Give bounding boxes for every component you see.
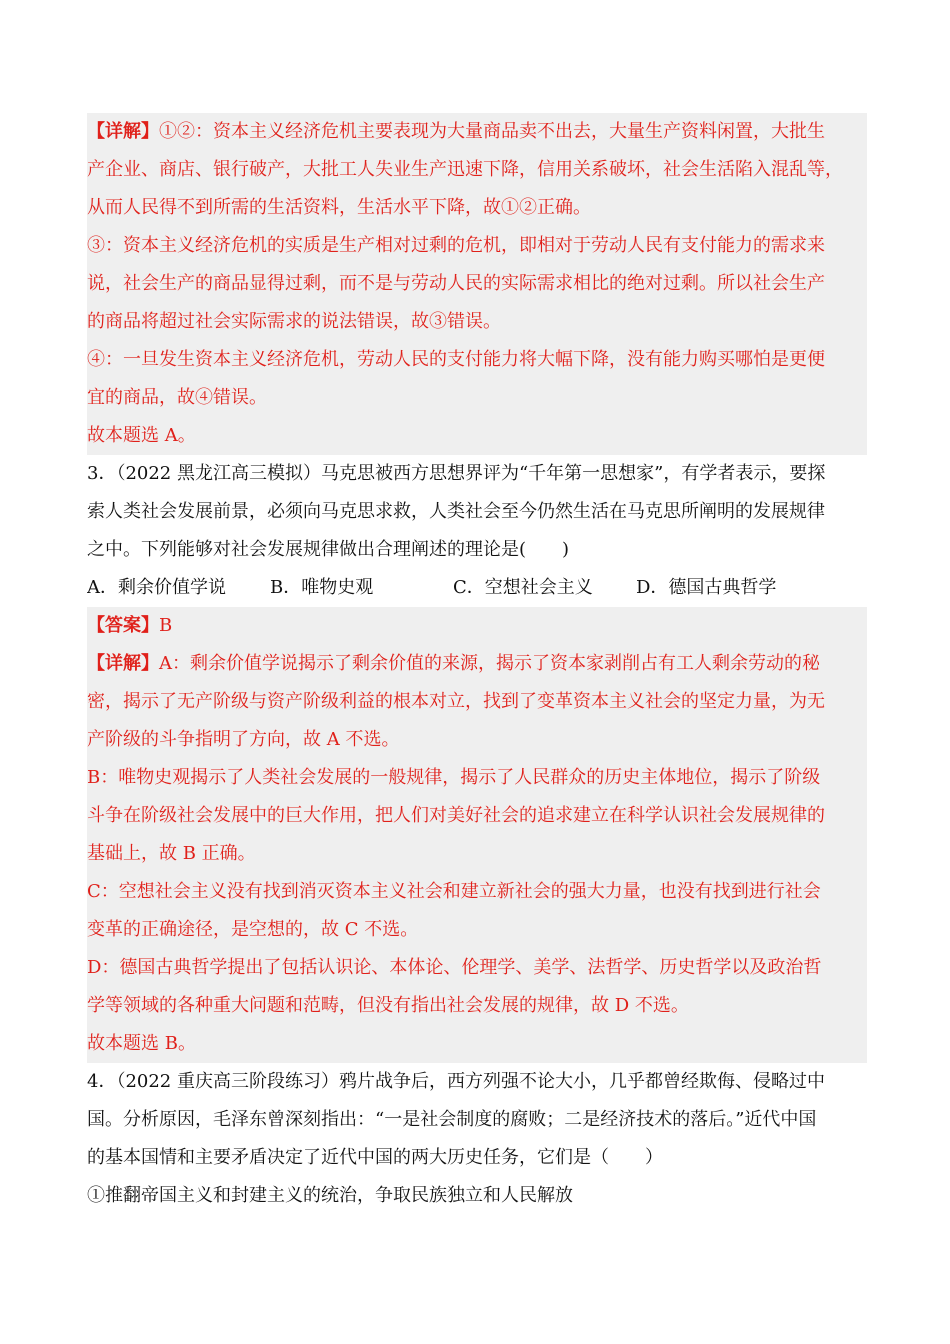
explanation-line: C：空想社会主义没有找到消灭资本主义社会和建立新社会的强大力量，也没有找到进行社会 (87, 881, 821, 902)
explanation-line: 产阶级的斗争指明了方向，故 A 不选。 (87, 729, 400, 750)
explanation-line: 宜的商品，故④错误。 (87, 387, 267, 408)
explanation-line (87, 113, 867, 151)
page-content (87, 113, 867, 1215)
detail-tag: 【详解】 (87, 121, 159, 142)
conclusion-line: 故本题选 A。 (87, 425, 196, 446)
question-item: ①推翻帝国主义和封建主义的统治，争取民族独立和人民解放 (87, 1185, 573, 1206)
explanation-line: 的商品将超过社会实际需求的说法错误，故③错误。 (87, 311, 501, 332)
answer-value: B (159, 615, 173, 636)
answer-line (87, 607, 867, 645)
option-c: C．空想社会主义 (453, 577, 593, 598)
explanation-text: ①②：资本主义经济危机主要表现为大量商品卖不出去，大量生产资料闲置，大批生 (159, 121, 825, 142)
question-4 (87, 1063, 867, 1215)
explanation-line: 从而人民得不到所需的生活资料，生活水平下降，故①②正确。 (87, 197, 591, 218)
explanation-line: 变革的正确途径，是空想的，故 C 不选。 (87, 919, 419, 940)
explanation-line: 斗争在阶级社会发展中的巨大作用，把人们对美好社会的追求建立在科学认识社会发展规律的 (87, 805, 825, 826)
question-line: 3．（2022 黑龙江高三模拟）马克思被西方思想界评为“千年第一思想家”，有学者表示，要探 (87, 463, 826, 484)
conclusion-line: 故本题选 B。 (87, 1033, 196, 1054)
explanation-text: A：剩余价值学说揭示了剩余价值的来源，揭示了资本家剥削占有工人剩余劳动的秘 (159, 653, 820, 674)
option-b: B．唯物史观 (270, 577, 374, 598)
explanation-line: ④：一旦发生资本主义经济危机，劳动人民的支付能力将大幅下降，没有能力购买哪怕是更便 (87, 349, 825, 370)
explanation-line: 密，揭示了无产阶级与资产阶级利益的根本对立，找到了变革资本主义社会的坚定力量，为无 (87, 691, 825, 712)
answer-tag: 【答案】 (87, 615, 159, 636)
explanation-line (87, 645, 867, 683)
explanation-line: 学等领域的各种重大问题和范畴，但没有指出社会发展的规律，故 D 不选。 (87, 995, 689, 1016)
explanation-block-q3 (87, 607, 867, 1063)
question-line: 之中。下列能够对社会发展规律做出合理阐述的理论是( ) (87, 539, 570, 560)
explanation-line: 说，社会生产的商品显得过剩，而不是与劳动人民的实际需求相比的绝对过剩。所以社会生产 (87, 273, 825, 294)
detail-tag: 【详解】 (87, 653, 159, 674)
explanation-line: D：德国古典哲学提出了包括认识论、本体论、伦理学、美学、法哲学、历史哲学以及政治哲 (87, 957, 822, 978)
option-d: D．德国古典哲学 (636, 577, 777, 598)
question-line: 4．（2022 重庆高三阶段练习）鸦片战争后，西方列强不论大小，几乎都曾经欺侮、侵略过中 (87, 1071, 825, 1092)
explanation-block-q2 (87, 113, 867, 455)
question-line: 索人类社会发展前景，必须向马克思求救，人类社会至今仍然生活在马克思所阐明的发展规律 (87, 501, 825, 522)
explanation-line: 产企业、商店、银行破产，大批工人失业生产迅速下降，信用关系破坏，社会生活陷入混乱等， (87, 159, 843, 180)
question-line: 的基本国情和主要矛盾决定了近代中国的两大历史任务，它们是（ ） (87, 1147, 663, 1168)
explanation-line: ③：资本主义经济危机的实质是生产相对过剩的危机，即相对于劳动人民有支付能力的需求来 (87, 235, 825, 256)
question-3 (87, 455, 867, 607)
explanation-line: 基础上，故 B 正确。 (87, 843, 256, 864)
option-a: A．剩余价值学说 (87, 577, 226, 598)
question-options (87, 569, 867, 607)
question-line: 国。分析原因，毛泽东曾深刻指出：“一是社会制度的腐败；二是经济技术的落后。”近代中国 (87, 1109, 817, 1130)
explanation-line: B：唯物史观揭示了人类社会发展的一般规律，揭示了人民群众的历史主体地位，揭示了阶级 (87, 767, 821, 788)
